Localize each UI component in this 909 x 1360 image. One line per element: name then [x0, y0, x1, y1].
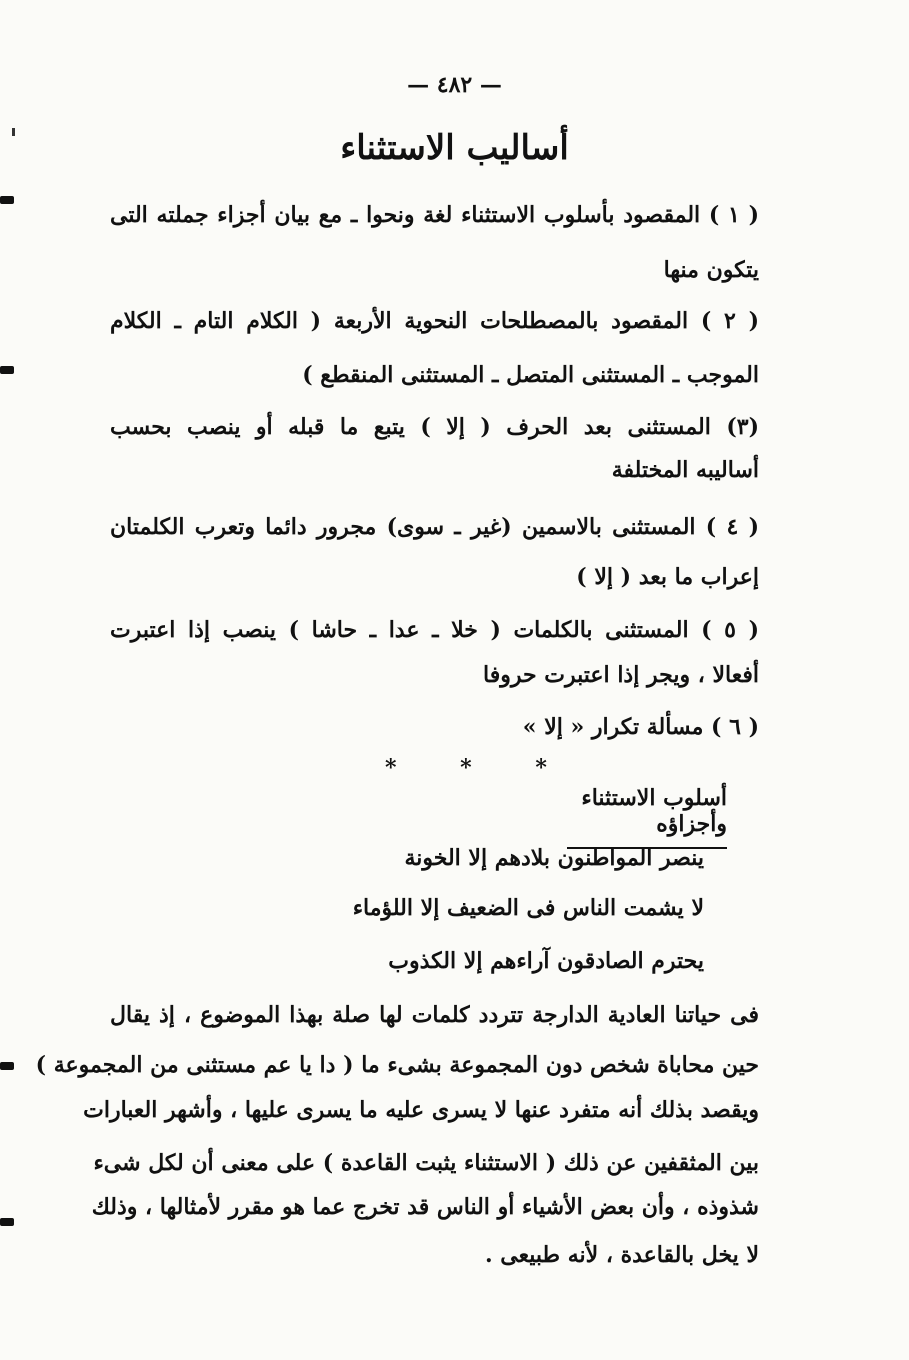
example-sentence-3: يحترم الصادقون آراءهم إلا الكذوب — [388, 948, 704, 974]
paragraph-line-5: شذوذه ، وأن بعض الأشياء أو الناس قد تخرج عما هو مقرر لأمثالها ، وذلك — [91, 1194, 759, 1220]
paragraph-line-2: حين محاباة شخص دون المجموعة بشىء ما ( دا يا عم مستثنى من المجموعة ) — [35, 1052, 759, 1078]
chapter-title: أساليب الاستثناء — [340, 128, 569, 168]
binding-mark — [0, 366, 14, 374]
item-2-line-1: ( ٢ ) المقصود بالمصطلحات النحوية الأربعة ( الكلام التام ـ الكلام — [110, 308, 759, 334]
paragraph-line-6: لا يخل بالقاعدة ، لأنه طبيعى . — [484, 1242, 759, 1268]
item-4-line-2: إعراب ما بعد ( إلا ) — [576, 564, 759, 590]
item-1-line-1: ( ١ ) المقصود بأسلوب الاستثناء لغة ونحوا ـ مع بيان أجزاء جملته التى — [110, 202, 759, 228]
binding-mark — [0, 1218, 14, 1226]
item-1-line-2: يتكون منها — [663, 257, 759, 283]
item-4-line-1: ( ٤ ) المستثنى بالاسمين (غير ـ سوى) مجرور دائما وتعرب الكلمتان — [110, 514, 759, 540]
item-5-line-2: أفعالا ، ويجر إذا اعتبرت حروفا — [483, 662, 759, 688]
paragraph-line-1: فى حياتنا العادية الدارجة تتردد كلمات لها صلة بهذا الموضوع ، إذ يقال — [110, 1002, 759, 1028]
paragraph-line-4: بين المثقفين عن ذلك ( الاستثناء يثبت القاعدة ) على معنى أن لكل شىء — [93, 1150, 759, 1176]
item-2-line-2: الموجب ـ المستثنى المتصل ـ المستثنى المنقطع ) — [302, 362, 759, 388]
item-3-line-1: (٣) المستثنى بعد الحرف ( إلا ) يتبع ما قبله أو ينصب بحسب — [110, 414, 759, 440]
item-3-line-2: أساليبه المختلفة — [611, 457, 759, 483]
paragraph-line-3: ويقصد بذلك أنه متفرد عنها لا يسرى عليه ما يسرى عليها ، وأشهر العبارات — [83, 1097, 759, 1123]
example-sentence-2: لا يشمت الناس فى الضعيف إلا اللؤماء — [352, 895, 704, 921]
binding-mark — [0, 1062, 14, 1070]
binding-mark — [0, 196, 14, 204]
scan-speck — [12, 128, 15, 136]
page-number: — ٤٨٢ — — [407, 72, 502, 98]
item-5-line-1: ( ٥ ) المستثنى بالكلمات ( خلا ـ عدا ـ حاشا ) ينصب إذا اعتبرت — [110, 617, 759, 643]
example-sentence-1: ينصر المواطنون بلادهم إلا الخونة — [404, 845, 704, 871]
section-heading: أسلوب الاستثناء وأجزاؤه — [567, 785, 727, 849]
item-6: ( ٦ ) مسألة تكرار « إلا » — [522, 714, 759, 740]
section-separator: * * * — [385, 755, 575, 781]
